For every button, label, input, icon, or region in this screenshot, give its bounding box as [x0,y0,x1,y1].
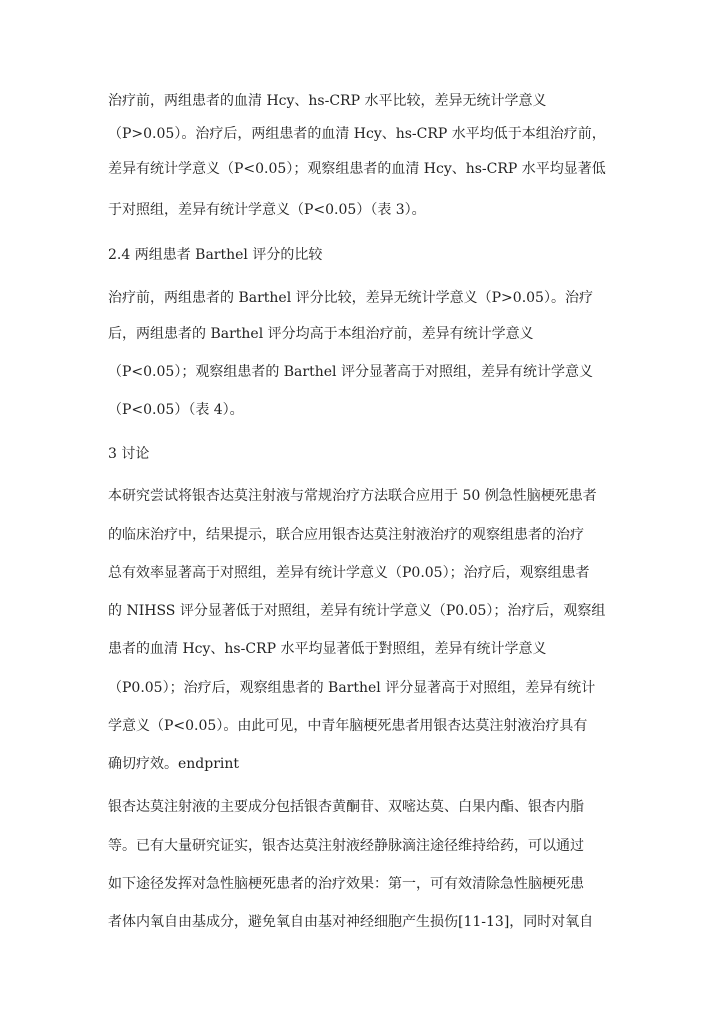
paragraph-3-line-3: 总有效率显著高于对照组，差异有统计学意义（P0.05）；治疗后，观察组患者 [108,565,590,581]
section-heading-2-4: 2.4 两组患者 Barthel 评分的比较 [108,247,323,263]
paragraph-3-line-1: 本研究尝试将银杏达莫注射液与常规治疗方法联合应用于 50 例急性脑梗死患者 [108,488,597,504]
paragraph-1-line-3: 差异有统计学意义（P<0.05）；观察组患者的血清 Hcy、hs-CRP 水平均显著低 [108,161,606,177]
paragraph-4-line-4: 者体内氧自由基成分，避免氧自由基对神经细胞产生损伤[11-13]，同时对氧自 [108,914,594,930]
paragraph-1-line-2: （P>0.05）。治疗后，两组患者的血清 Hcy、hs-CRP 水平均低于本组治疗前， [108,126,606,142]
paragraph-2-line-3: （P<0.05）；观察组患者的 Barthel 评分显著高于对照组，差异有统计学意义 [108,364,593,380]
paragraph-3-line-2: 的临床治疗中，结果提示，联合应用银杏达莫注射液治疗的观察组患者的治疗 [108,527,584,543]
paragraph-4-line-2: 等。已有大量研究证实，银杏达莫注射液经静脉滴注途径维持给药，可以通过 [108,838,584,854]
paragraph-1-line-4: 于对照组，差异有统计学意义（P<0.05）（表 3）。 [108,202,426,218]
paragraph-4-line-3: 如下途径发挥对急性脑梗死患者的治疗效果：第一，可有效清除急性脑梗死患 [108,876,584,892]
paragraph-3-line-7: 学意义（P<0.05）。由此可见，中青年脑梗死患者用银杏达莫注射液治疗具有 [108,718,588,734]
paragraph-2-line-2: 后，两组患者的 Barthel 评分均高于本组治疗前，差异有统计学意义 [108,326,534,342]
paragraph-2-line-4: （P<0.05）（表 4）。 [108,402,244,418]
section-heading-3: 3 讨论 [108,446,150,462]
paragraph-2-line-1: 治疗前，两组患者的 Barthel 评分比较，差异无统计学意义（P>0.05）。治疗 [108,290,593,306]
paragraph-3-line-6: （P0.05）；治疗后，观察组患者的 Barthel 评分显著高于对照组，差异有统计 [108,680,596,696]
paragraph-3-line-5: 患者的血清 Hcy、hs-CRP 水平均显著低于對照组，差异有统计学意义 [108,641,547,657]
paragraph-1-line-1: 治疗前，两组患者的血清 Hcy、hs-CRP 水平比较，差异无统计学意义 [108,93,547,109]
paragraph-3-line-8: 确切疗效。endprint [108,756,240,772]
paragraph-3-line-4: 的 NIHSS 评分显著低于对照组，差异有统计学意义（P0.05）；治疗后，观察组 [108,603,606,619]
paragraph-4-line-1: 银杏达莫注射液的主要成分包括银杏黄酮苷、双嘧达莫、白果内酯、银杏内脂 [108,799,584,815]
